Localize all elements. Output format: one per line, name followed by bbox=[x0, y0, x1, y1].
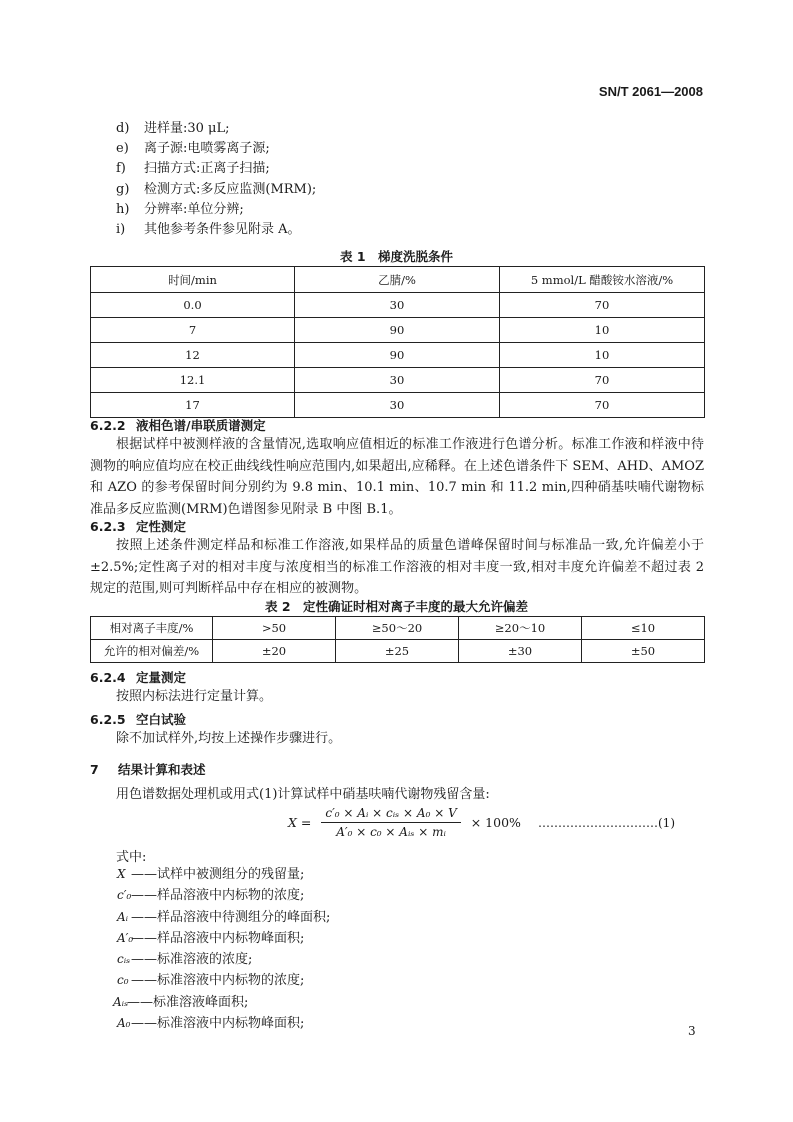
table-header-row bbox=[91, 267, 705, 293]
definition-text: ——标准溶液的浓度; bbox=[131, 952, 253, 968]
symbol-definitions bbox=[113, 864, 330, 1034]
table-row bbox=[91, 368, 705, 393]
list-key: d) bbox=[116, 121, 130, 136]
definition-symbol: Aᵢ bbox=[117, 909, 129, 924]
section-number: 6.2.4 bbox=[90, 670, 126, 685]
definition-text: ——标准溶液中内标物的浓度; bbox=[131, 973, 305, 989]
table-cell: 10 bbox=[500, 343, 705, 368]
definition-item bbox=[113, 885, 330, 906]
table-row bbox=[91, 343, 705, 368]
list-text: 其他参考条件参见附录 A。 bbox=[144, 221, 301, 237]
paragraph-7 bbox=[90, 784, 704, 806]
table-row bbox=[91, 293, 705, 318]
table-cell: 70 bbox=[500, 293, 705, 318]
definition-text: ——样品溶液中待测组分的峰面积; bbox=[131, 909, 331, 925]
condition-list bbox=[116, 119, 316, 240]
definition-item bbox=[113, 1013, 330, 1034]
section-heading-6-2-2 bbox=[90, 416, 266, 434]
definition-symbol: Aᵢₛ bbox=[113, 994, 129, 1009]
table-cell: >50 bbox=[213, 617, 336, 640]
table-cell: 允许的相对偏差/% bbox=[91, 640, 213, 663]
formula-lhs: X = bbox=[288, 815, 312, 830]
table-cell: 10 bbox=[500, 318, 705, 343]
paragraph-6-2-4 bbox=[90, 686, 704, 708]
table-row bbox=[91, 617, 705, 640]
definition-symbol: c′₀ bbox=[117, 888, 132, 903]
paragraph-text: 按照内标法进行定量计算。 bbox=[116, 689, 273, 704]
list-item bbox=[116, 119, 316, 139]
table-cell: ≤10 bbox=[582, 617, 705, 640]
list-item bbox=[116, 180, 316, 200]
paragraph-text: 除不加试样外,均按上述操作步骤进行。 bbox=[116, 731, 342, 746]
definition-symbol: A₀ bbox=[117, 1016, 131, 1031]
section-title: 结果计算和表述 bbox=[118, 762, 206, 777]
table-cell: ≥20～10 bbox=[459, 617, 582, 640]
section-heading-6-2-4 bbox=[90, 668, 186, 686]
gradient-table bbox=[90, 266, 705, 418]
definition-symbol: X bbox=[117, 867, 126, 881]
list-key: h) bbox=[116, 201, 130, 217]
list-item bbox=[116, 139, 316, 159]
table-row bbox=[91, 318, 705, 343]
list-text: 进样量:30 μL; bbox=[144, 121, 230, 136]
table-cell: 12.1 bbox=[91, 368, 295, 393]
table-cell: 相对离子丰度/% bbox=[91, 617, 213, 640]
list-text: 离子源:电喷雾离子源; bbox=[144, 141, 270, 157]
list-text: 检测方式:多反应监测(MRM); bbox=[144, 181, 317, 197]
abundance-table bbox=[90, 616, 705, 663]
definition-symbol: A′₀ bbox=[117, 930, 134, 945]
table-cell: ±30 bbox=[459, 640, 582, 663]
formula-numerator: c′₀ × Aᵢ × cᵢₛ × A₀ × V bbox=[321, 806, 460, 823]
table-cell: 17 bbox=[91, 393, 295, 418]
table-cell: ±20 bbox=[213, 640, 336, 663]
definition-symbol: c₀ bbox=[117, 973, 129, 988]
definition-item bbox=[113, 907, 330, 928]
table-cell: 90 bbox=[295, 318, 500, 343]
section-heading-6-2-5 bbox=[90, 710, 186, 728]
table-cell: ±50 bbox=[582, 640, 705, 663]
section-number: 6.2.2 bbox=[90, 418, 126, 433]
paragraph-6-2-3 bbox=[90, 535, 704, 600]
list-key: i) bbox=[116, 221, 126, 237]
section-number: 7 bbox=[90, 762, 99, 777]
definition-text: ——样品溶液中内标物的浓度; bbox=[131, 888, 305, 904]
table-cell: 70 bbox=[500, 393, 705, 418]
definition-item bbox=[113, 970, 330, 991]
list-key: g) bbox=[116, 181, 130, 197]
list-key: f) bbox=[116, 161, 126, 177]
standard-code: SN/T 2061—2008 bbox=[598, 84, 703, 99]
section-title: 空白试验 bbox=[136, 712, 187, 727]
page-number: 3 bbox=[688, 1024, 696, 1038]
definition-item bbox=[113, 949, 330, 970]
paragraph-6-2-2 bbox=[90, 434, 704, 520]
section-heading-6-2-3 bbox=[90, 517, 186, 535]
list-text: 分辨率:单位分辨; bbox=[144, 201, 244, 217]
table-header: 时间/min bbox=[91, 267, 295, 293]
section-title: 定性测定 bbox=[136, 519, 187, 534]
section-number: 6.2.5 bbox=[90, 712, 126, 727]
table-header: 5 mmol/L 醋酸铵水溶液/% bbox=[500, 267, 705, 293]
formula-number: …………………………(1) bbox=[538, 816, 675, 830]
formula-fraction bbox=[321, 806, 460, 839]
paragraph-text: 按照上述条件测定样品和标准工作溶液,如果样品的质量色谱峰保留时间与标准品一致,允许偏差小于±2.5%;定性离子对的相对丰度与浓度相当的标准工作溶液的相对丰度一致,相对丰度允许偏差不超过表 2 规定的范围,则可判断样品中存在相应的被测物。 bbox=[90, 538, 704, 596]
list-text: 扫描方式:正离子扫描; bbox=[144, 161, 270, 177]
definition-item bbox=[113, 928, 330, 949]
list-item bbox=[116, 220, 316, 240]
definition-text: ——样品溶液中内标物峰面积; bbox=[131, 930, 305, 946]
table2-caption: 表 2 定性确证时相对离子丰度的最大允许偏差 bbox=[264, 599, 529, 614]
definition-text: ——试样中被测组分的残留量; bbox=[131, 867, 305, 882]
paragraph-text: 用色谱数据处理机或用式(1)计算试样中硝基呋喃代谢物残留含量: bbox=[116, 787, 490, 802]
formula-1 bbox=[288, 806, 521, 839]
section-title: 定量测定 bbox=[136, 670, 187, 685]
where-label: 式中: bbox=[116, 850, 147, 865]
definition-text: ——标准溶液中内标物峰面积; bbox=[131, 1016, 305, 1032]
formula-suffix: × 100% bbox=[470, 815, 521, 830]
definition-item bbox=[113, 992, 330, 1013]
definition-item bbox=[113, 864, 330, 885]
list-item bbox=[116, 200, 316, 220]
section-title: 液相色谱/串联质谱测定 bbox=[136, 418, 266, 433]
table-cell: 70 bbox=[500, 368, 705, 393]
list-key: e) bbox=[116, 141, 129, 157]
table-cell: 7 bbox=[91, 318, 295, 343]
table-cell: ≥50～20 bbox=[336, 617, 459, 640]
table-cell: 12 bbox=[91, 343, 295, 368]
table-cell: ±25 bbox=[336, 640, 459, 663]
section-heading-7 bbox=[90, 760, 206, 778]
table-cell: 0.0 bbox=[91, 293, 295, 318]
paragraph-text: 根据试样中被测样液的含量情况,选取响应值相近的标准工作液进行色谱分析。标准工作液和样液中待测物的响应值均应在校正曲线线性响应范围内,如果超出,应稀释。在上述色谱条件下 SEM、AHD、AMOZ 和 AZO 的参考保留时间分别约为 9.8 min、10.1 min、10.7 min 和 11.2 min,四种硝基呋喃代谢物标准品多反应监测(MRM)色谱图参见附录 B 中图 B.1。 bbox=[90, 437, 704, 517]
definition-symbol: cᵢₛ bbox=[117, 952, 131, 967]
table-header: 乙腈/% bbox=[295, 267, 500, 293]
formula-denominator: A′₀ × c₀ × Aᵢₛ × mᵢ bbox=[336, 825, 446, 839]
definition-text: ——标准溶液峰面积; bbox=[127, 994, 249, 1010]
table-row bbox=[91, 640, 705, 663]
list-item bbox=[116, 159, 316, 179]
table-row bbox=[91, 393, 705, 418]
section-number: 6.2.3 bbox=[90, 519, 126, 534]
paragraph-6-2-5 bbox=[90, 728, 704, 750]
table1-caption: 表 1 梯度洗脱条件 bbox=[339, 249, 454, 264]
table-cell: 90 bbox=[295, 343, 500, 368]
table-cell: 30 bbox=[295, 293, 500, 318]
table-cell: 30 bbox=[295, 393, 500, 418]
table-cell: 30 bbox=[295, 368, 500, 393]
